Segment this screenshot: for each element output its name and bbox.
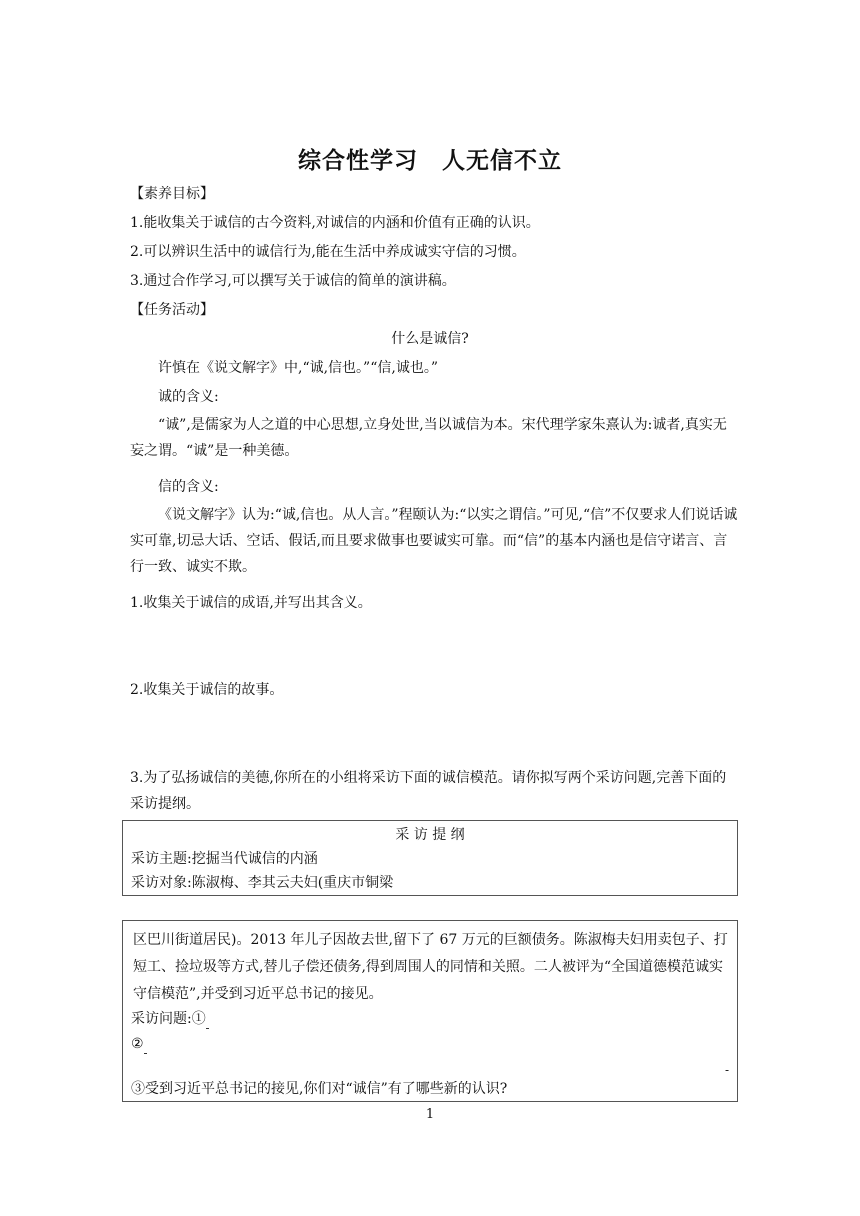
cheng-label: 诚的含义: bbox=[158, 389, 219, 405]
outline-target-continued: 区巴川街道居民)。2013 年儿子因故去世,留下了 67 万元的巨额债务。陈淑梅夫妇用卖包子、打短工、捡垃圾等方式,替儿子偿还债务,得到周围人的同情和关照。二人被评为“全国道德模范诚实守信模范”,并受到习近平总书记的接见。 bbox=[133, 932, 728, 1002]
interview-questions-label: 采访问题:① bbox=[131, 1011, 206, 1027]
outline-topic: 采访主题:挖掘当代诚信的内涵 bbox=[131, 851, 318, 867]
answer-blank-1[interactable] bbox=[206, 1014, 209, 1029]
outline-target-start: 采访对象:陈淑梅、李其云夫妇(重庆市铜梁 bbox=[131, 875, 394, 891]
goal-item-2: 2.可以辨识生活中的诚信行为,能在生活中养成诚实守信的习惯。 bbox=[130, 244, 526, 260]
interview-outline-box-top bbox=[122, 820, 738, 896]
cheng-paragraph: “诚”,是儒家为人之道的中心思想,立身处世,当以诚信为本。宋代理学家朱熹认为:诚者,真实无妄之谓。“诚”是一种美德。 bbox=[130, 417, 727, 459]
xin-label: 信的含义: bbox=[158, 479, 219, 495]
line-mark: - bbox=[724, 1063, 729, 1077]
xin-paragraph: 《说文解字》认为:“诚,信也。从人言。”程颐认为:“以实之谓信。”可见,“信”不仅要求人们说话诚实可靠,切忌大话、空话、假话,而且要求做事也要诚实可靠。而“信”的基本内涵也是信守诺言、言行一致、诚实不欺。 bbox=[130, 507, 738, 575]
interview-question-2[interactable] bbox=[131, 1034, 147, 1054]
outline-heading: 采 访 提 纲 bbox=[395, 827, 465, 843]
question-1: 1.收集关于诚信的成语,并写出其含义。 bbox=[130, 595, 372, 611]
goal-item-1: 1.能收集关于诚信的古今资料,对诚信的内涵和价值有正确的认识。 bbox=[130, 215, 540, 231]
activities-heading: 【任务活动】 bbox=[130, 302, 214, 318]
interview-question-2-marker: ② bbox=[131, 1036, 144, 1052]
section-subtitle: 什么是诚信? bbox=[391, 331, 469, 347]
question-2: 2.收集关于诚信的故事。 bbox=[130, 682, 284, 698]
interview-question-1[interactable] bbox=[131, 1009, 209, 1029]
interview-outline-box-bottom bbox=[122, 920, 738, 1102]
page-number: 1 bbox=[425, 1107, 435, 1122]
interview-question-3: ③受到习近平总书记的接见,你们对“诚信”有了哪些新的认识? bbox=[131, 1081, 508, 1097]
question-3: 3.为了弘扬诚信的美德,你所在的小组将采访下面的诚信模范。请你拟写两个采访问题,完善下面的采访提纲。 bbox=[130, 770, 727, 812]
answer-blank-2[interactable] bbox=[144, 1039, 147, 1054]
goals-heading: 【素养目标】 bbox=[130, 186, 214, 202]
intro-text: 许慎在《说文解字》中,“诚,信也。”“信,诚也。” bbox=[158, 360, 438, 376]
goal-item-3: 3.通过合作学习,可以撰写关于诚信的简单的演讲稿。 bbox=[130, 273, 456, 289]
page-title: 综合性学习 人无信不立 bbox=[298, 148, 562, 174]
